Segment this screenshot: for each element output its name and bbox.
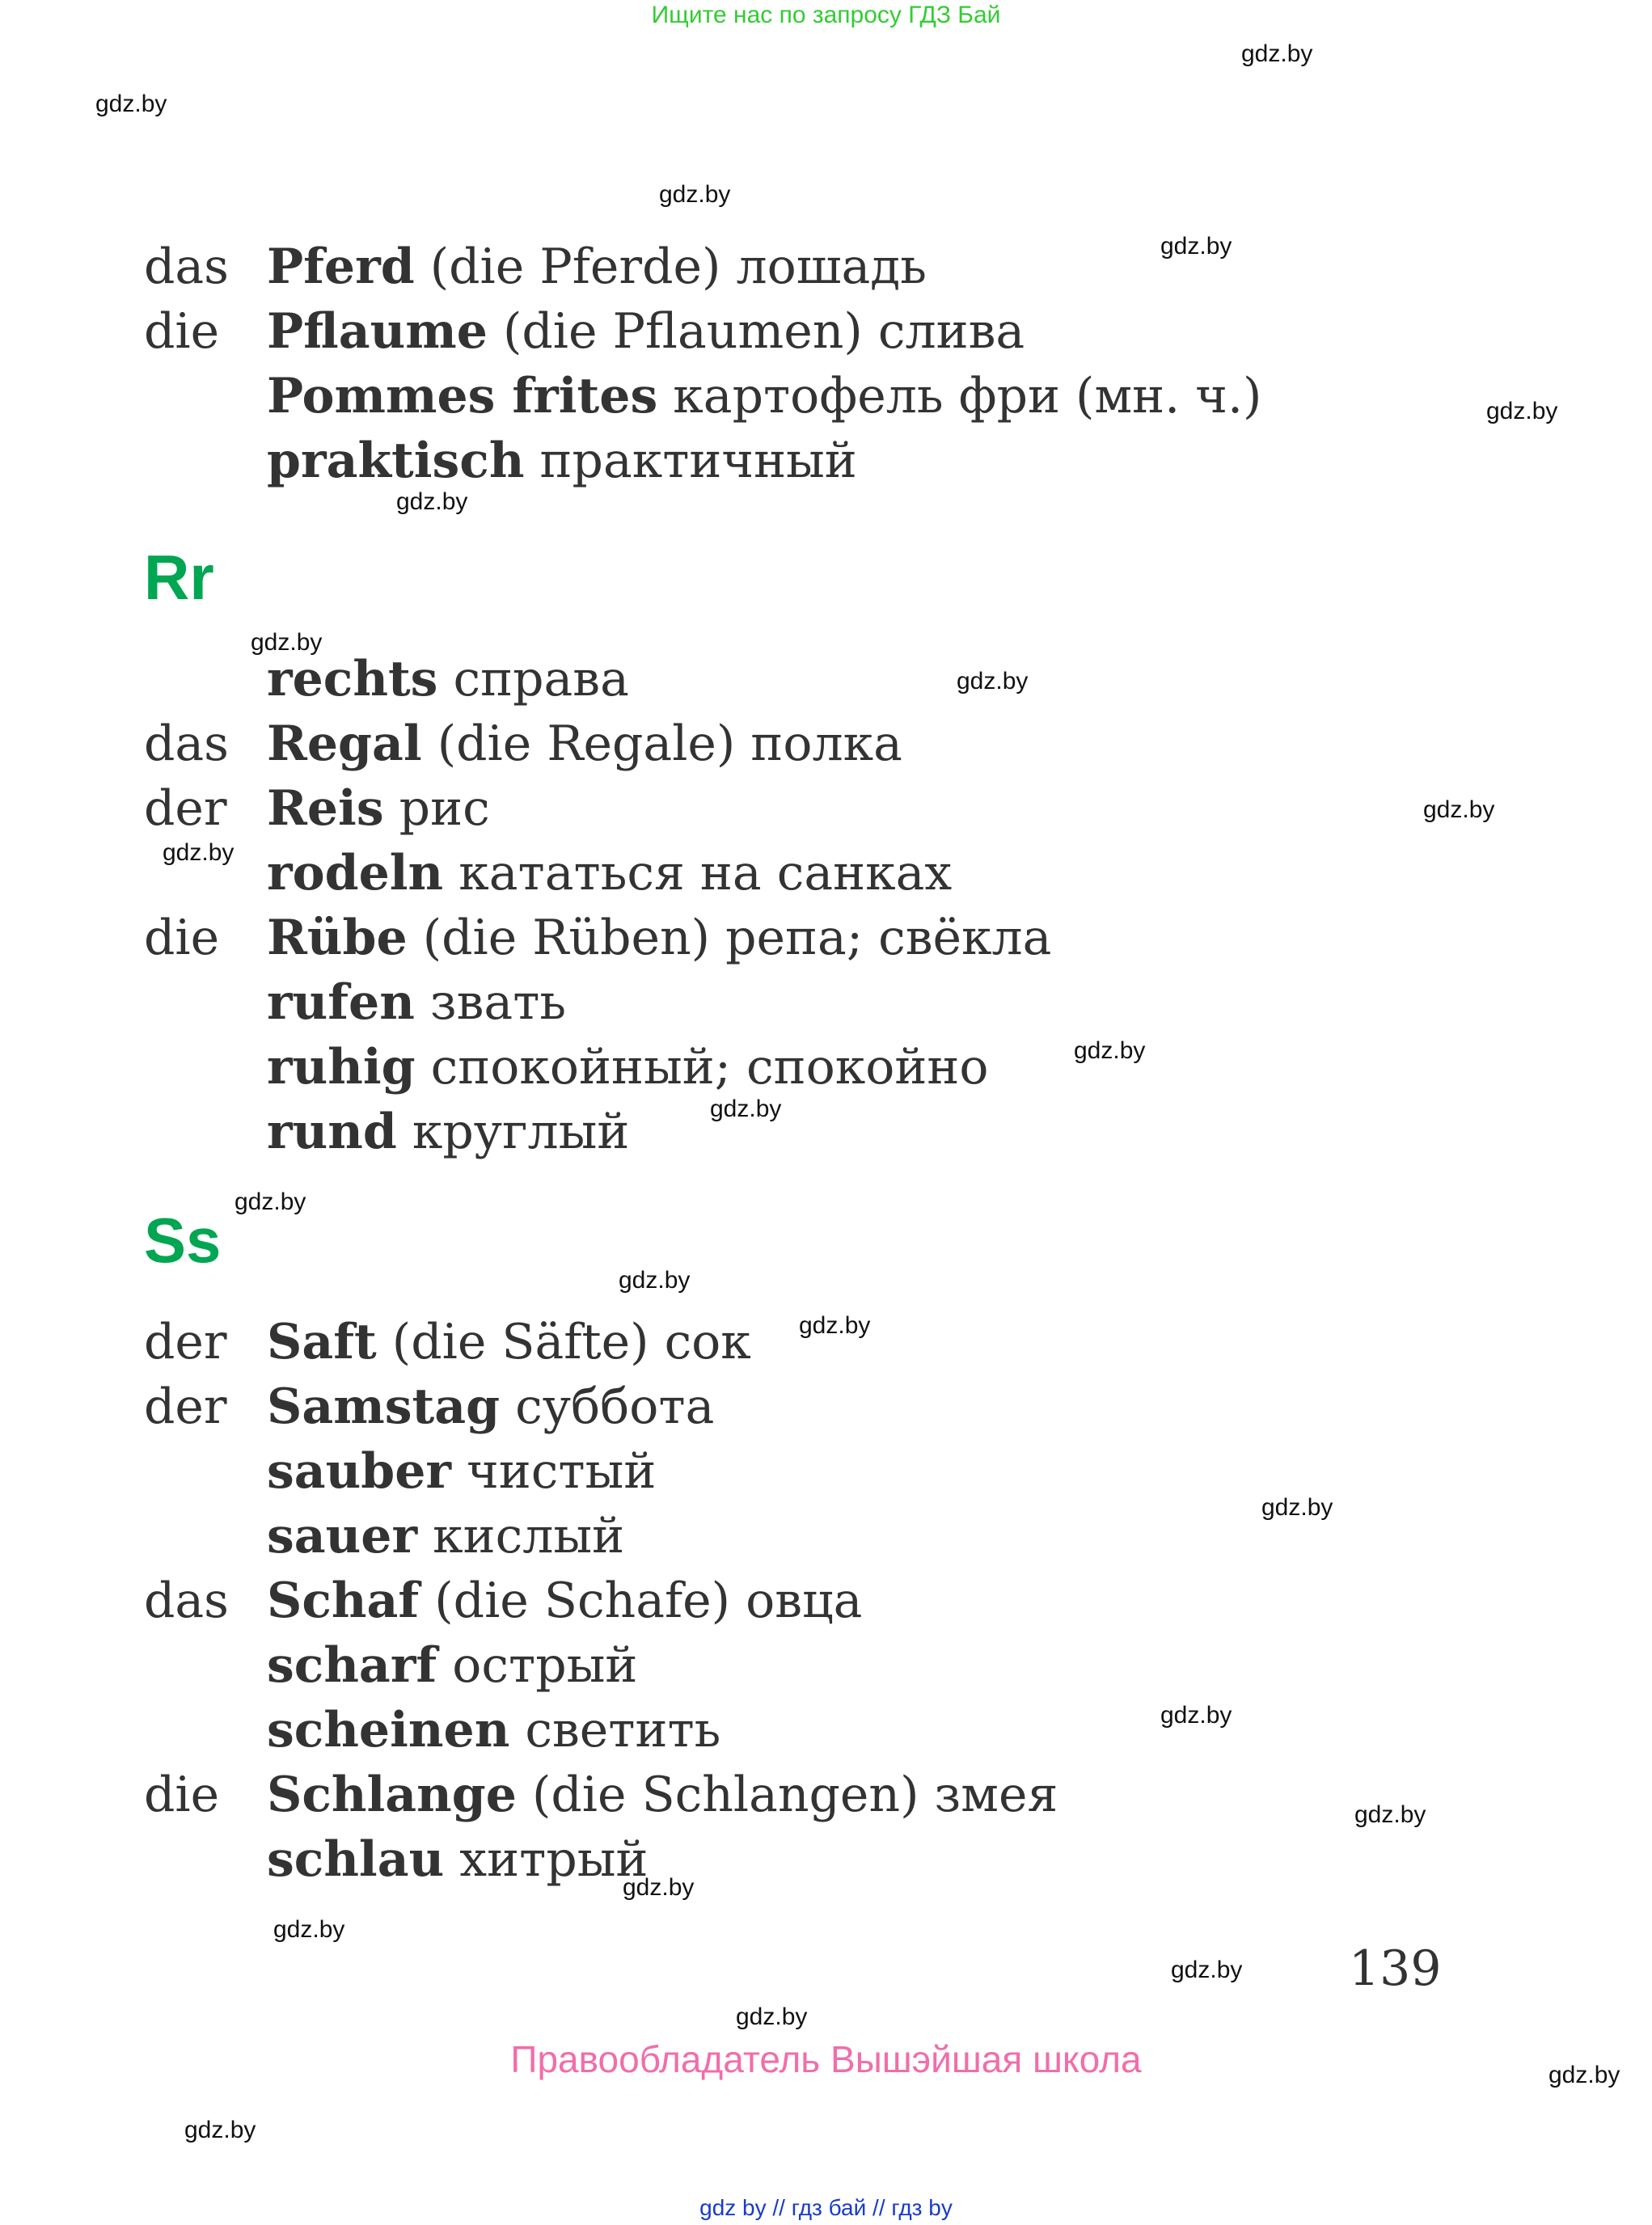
watermark: gdz.by (1354, 1801, 1426, 1828)
watermark: gdz.by (1160, 1702, 1232, 1729)
entry-article: die (144, 303, 220, 360)
entry-translation: хитрый (444, 1831, 649, 1888)
watermark: gdz.by (163, 839, 234, 866)
entry-article: der (144, 1378, 227, 1435)
entry-translation: звать (414, 974, 567, 1031)
copyright-notice: Правообладатель Вышэйшая школа (510, 2038, 1142, 2080)
entry-word: Pferd (267, 239, 415, 295)
watermark: gdz.by (1548, 2062, 1620, 2088)
entry-translation: острый (437, 1637, 638, 1694)
entry-article: das (144, 239, 229, 295)
entry-word: sauber (267, 1443, 452, 1500)
entry-translation: (die Regale) полка (421, 716, 902, 772)
watermark: gdz.by (623, 1874, 695, 1901)
entry-translation: светить (509, 1702, 721, 1758)
watermark: gdz.by (1486, 398, 1558, 424)
entry-word: rufen (267, 974, 415, 1031)
entry-translation: практичный (524, 433, 857, 489)
entry-translation: (die Pflaumen) слива (487, 303, 1025, 360)
entry-word: Pflaume (267, 303, 488, 360)
entry-word: Samstag (267, 1378, 501, 1435)
entry-word: Schlange (267, 1767, 517, 1823)
entry-translation: круглый (396, 1104, 630, 1160)
entry-translation: (die Schafe) овца (419, 1573, 863, 1629)
entry-translation: суббота (500, 1378, 715, 1435)
watermark: gdz.by (1241, 40, 1313, 67)
watermark: gdz.by (184, 2117, 256, 2143)
entry-word: rund (267, 1104, 397, 1160)
entry-word: rodeln (267, 845, 444, 901)
entry-word: sauer (267, 1508, 418, 1564)
watermark: gdz.by (1261, 1494, 1333, 1521)
entry-word: Schaf (267, 1573, 420, 1629)
watermark: gdz.by (95, 91, 167, 117)
watermark: gdz.by (1171, 1957, 1243, 1983)
entry-word: Pommes frites (267, 368, 658, 424)
entry-word: rechts (267, 651, 438, 707)
entry-article: der (144, 1314, 227, 1370)
watermark: gdz.by (799, 1312, 871, 1339)
entry-word: praktisch (267, 433, 525, 489)
entry-word: Regal (267, 716, 422, 772)
entry-word: Rübe (267, 910, 408, 966)
entry-translation: (die Rüben) репа; свёкла (407, 910, 1052, 966)
entry-word: Reis (267, 780, 384, 837)
entry-word: scheinen (267, 1702, 510, 1758)
entry-article: der (144, 780, 227, 837)
entry-translation: (die Pferde) лошадь (414, 239, 927, 295)
entry-word: Saft (267, 1314, 377, 1370)
watermark: gdz.by (273, 1916, 345, 1943)
watermark: gdz.by (234, 1188, 306, 1215)
entry-translation: рис (383, 780, 490, 837)
letter-heading-r: Rr (144, 542, 214, 613)
watermark: gdz.by (710, 1096, 782, 1122)
entry-translation: (die Schlangen) змея (516, 1767, 1058, 1823)
entry-translation: кататься на санках (443, 845, 953, 901)
watermark: gdz.by (396, 488, 468, 515)
watermark: gdz.by (1074, 1037, 1146, 1064)
entry-article: die (144, 910, 220, 966)
watermark: gdz.by (1423, 796, 1495, 823)
entry-article: das (144, 716, 229, 772)
entry-article: die (144, 1767, 220, 1823)
watermark: gdz.by (957, 668, 1029, 695)
entry-translation: спокойный; спокойно (415, 1039, 989, 1096)
entry-translation: (die Säfte) сок (376, 1314, 751, 1370)
watermark: gdz.by (659, 181, 731, 208)
entry-word: ruhig (267, 1039, 416, 1096)
letter-heading-s: Ss (144, 1205, 222, 1276)
page-number: 139 (1349, 1940, 1442, 1997)
entry-word: scharf (267, 1637, 437, 1694)
watermark: gdz.by (251, 629, 323, 656)
entry-translation: кислый (417, 1508, 625, 1564)
entry-translation: чистый (451, 1443, 657, 1500)
watermark: gdz.by (1160, 233, 1232, 260)
watermark: gdz.by (736, 2003, 808, 2030)
entry-translation: картофель фри (мн. ч.) (657, 368, 1262, 424)
top-banner: Ищите нас по запросу ГДЗ Бай (651, 2, 1001, 28)
entry-translation: справа (437, 651, 629, 707)
footer-links[interactable]: gdz by // гдз бай // гдз by (699, 2195, 953, 2220)
watermark: gdz.by (619, 1267, 691, 1294)
entry-word: schlau (267, 1831, 445, 1888)
entry-article: das (144, 1573, 229, 1629)
